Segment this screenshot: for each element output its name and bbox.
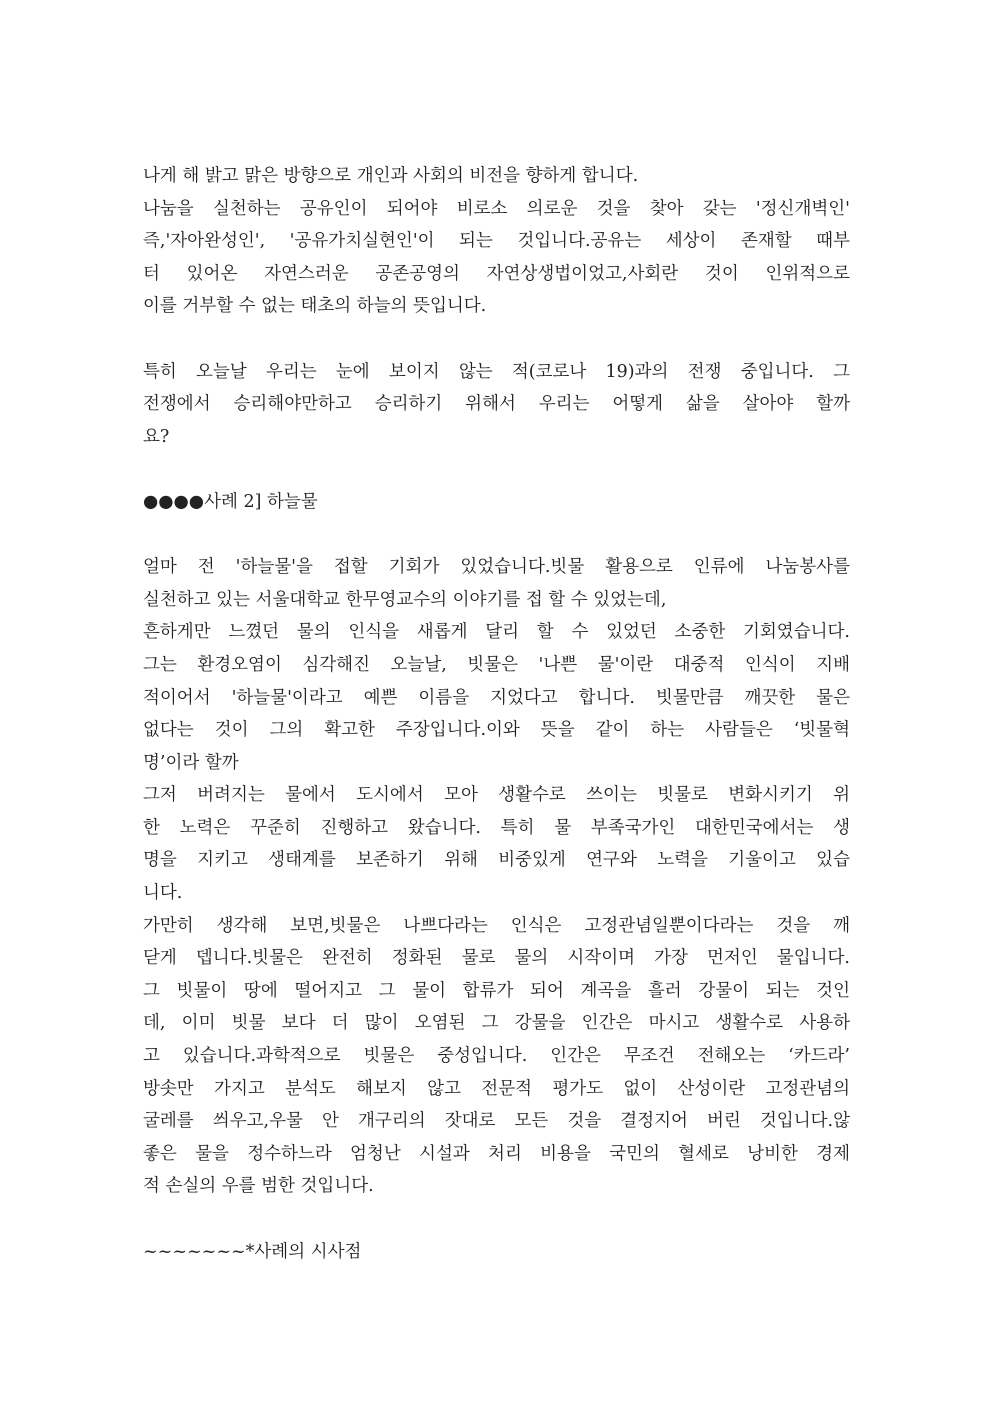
text-line: 특히 오늘날 우리는 눈에 보이지 않는 적(코로나 19)과의 전쟁 중입니다. 그 <box>143 361 850 382</box>
text-line: 나게 해 밝고 맑은 방향으로 개인과 사회의 비전을 향하게 합니다. <box>143 166 639 186</box>
section-heading: ~~~~~~~*사례의 시사점 <box>143 1241 362 1262</box>
text-line: 한 노력은 꾸준히 진행하고 왔습니다. 특히 물 부족국가인 대한민국에서는 생 <box>143 817 850 838</box>
text-line: 명’이라 할까 <box>143 752 239 773</box>
text-line: 얼마 전 '하늘물'을 접할 기회가 있었습니다.빗물 활용으로 인류에 나눔봉사를 <box>143 557 850 578</box>
text-line: 고 있습니다.과학적으로 빗물은 중성입니다. 인간은 무조건 전해오는 ‘카드라’ <box>143 1046 850 1067</box>
text-line: 즉,'자아완성인', '공유가치실현인'이 되는 것입니다.공유는 세상이 존재할 때부 <box>143 231 850 252</box>
text-line: 그저 버려지는 물에서 도시에서 모아 생활수로 쓰이는 빗물로 변화시키기 위 <box>143 785 850 806</box>
text-line: 그 빗물이 땅에 떨어지고 그 물이 합류가 되어 계곡을 흘러 강물이 되는 것인 <box>143 980 850 1001</box>
text-line: 터 있어온 자연스러운 공존공영의 자연상생법이었고,사회란 것이 인위적으로 <box>143 263 850 284</box>
section-heading: ●●●●사례 2] 하늘물 <box>143 491 318 512</box>
text-line: 굴레를 씌우고,우물 안 개구리의 잣대로 모든 것을 결정지어 버린 것입니다.않 <box>143 1111 850 1132</box>
text-line: 요? <box>143 426 170 447</box>
paragraph-spacer <box>143 453 850 486</box>
paragraph-spacer <box>143 1203 850 1236</box>
text-line: 나눔을 실천하는 공유인이 되어야 비로소 의로운 것을 찾아 갖는 '정신개벽인' <box>143 198 850 219</box>
text-line: 닫게 뎁니다.빗물은 완전히 정화된 물로 물의 시작이며 가장 먼저인 물입니다. <box>143 948 850 969</box>
paragraph-spacer <box>143 323 850 356</box>
paragraph-spacer <box>143 519 850 552</box>
text-line: 니다. <box>143 883 183 904</box>
text-line: 좋은 물을 정수하느라 엄청난 시설과 처리 비용을 국민의 혈세로 낭비한 경제 <box>143 1143 850 1164</box>
text-line: 명을 지키고 생태계를 보존하기 위해 비중있게 연구와 노력을 기울이고 있습 <box>143 850 850 871</box>
text-line: 전쟁에서 승리해야만하고 승리하기 위해서 우리는 어떻게 삶을 살아야 할까 <box>143 394 850 415</box>
text-line: 적이어서 '하늘물'이라고 예쁜 이름을 지었다고 합니다. 빗물만큼 깨끗한 물은 <box>143 687 850 708</box>
text-line: 흔하게만 느꼈던 물의 인식을 새롭게 달리 할 수 있었던 소중한 기회였습니다. <box>143 622 850 643</box>
text-line: 없다는 것이 그의 확고한 주장입니다.이와 뜻을 같이 하는 사람들은 ‘빗물혁 <box>143 720 850 741</box>
text-line: 데, 이미 빗물 보다 더 많이 오염된 그 강물을 인간은 마시고 생활수로 사용하 <box>143 1013 850 1034</box>
text-line: 가만히 생각해 보면,빗물은 나쁘다라는 인식은 고정관념일뿐이다라는 것을 깨 <box>143 915 850 936</box>
text-line: 그는 환경오염이 심각해진 오늘날, 빗물은 '나쁜 물'이란 대중적 인식이 지배 <box>143 654 850 675</box>
text-line: 이를 거부할 수 없는 태초의 하늘의 뜻입니다. <box>143 296 487 317</box>
text-line: 실천하고 있는 서울대학교 한무영교수의 이야기를 접 할 수 있었는데, <box>143 589 667 610</box>
text-line: 방솟만 가지고 분석도 해보지 않고 전문적 평가도 없이 산성이란 고정관념의 <box>143 1078 850 1099</box>
text-line: 적 손실의 우를 범한 것입니다. <box>143 1176 374 1197</box>
document-body <box>143 160 850 1268</box>
